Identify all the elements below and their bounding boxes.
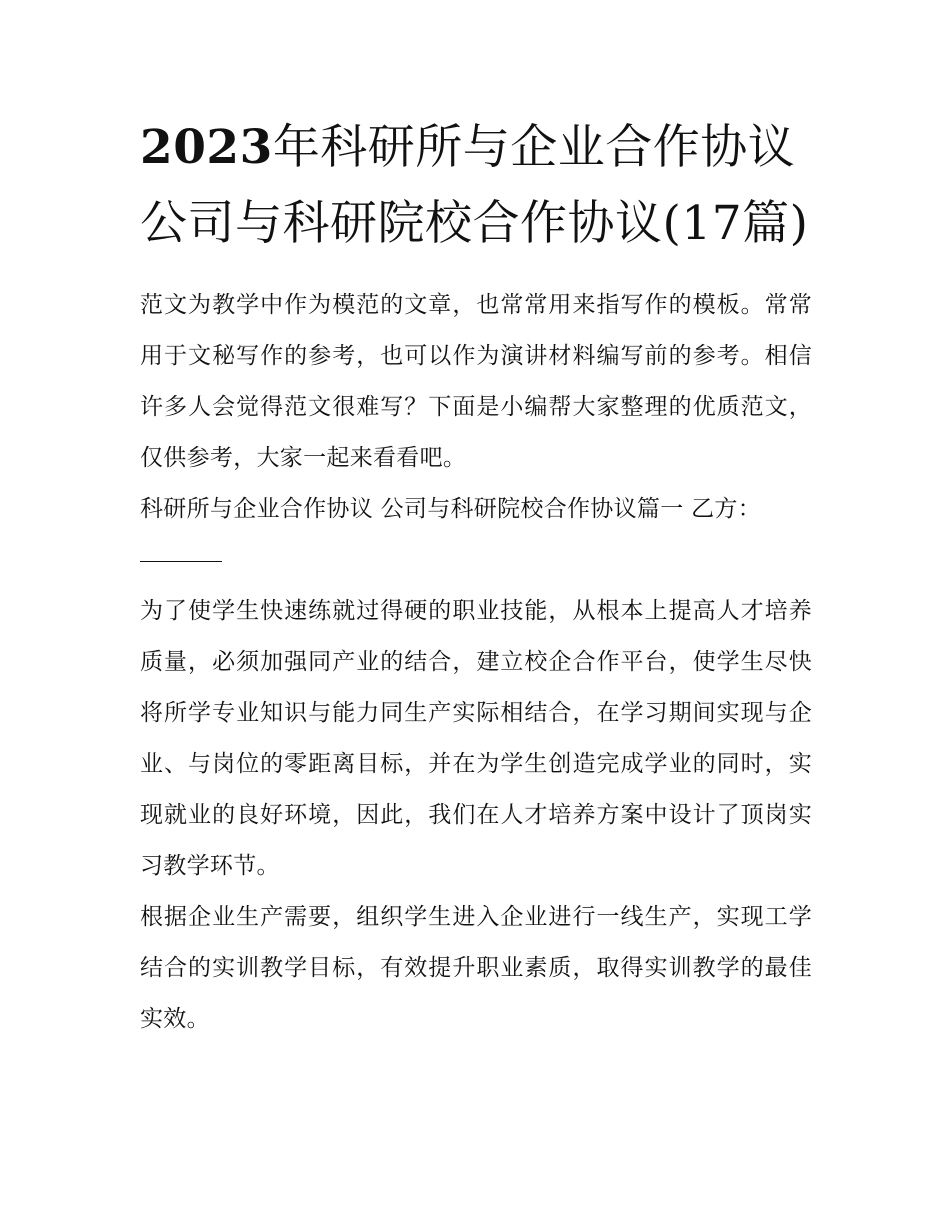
body-paragraph-1: 为了使学生快速练就过得硬的职业技能，从根本上提高人才培养质量，必须加强同产业的结合，建立校企合作平台，使学生尽快将所学专业知识与能力同生产实际相结合，在学习期间实现与企业、与岗位的零距离目标，并在为学生创造完成学业的同时，实现就业的良好环境，因此，我们在人才培养方案中设计了顶岗实习教学环节。 bbox=[140, 598, 812, 879]
document-title bbox=[140, 110, 812, 262]
blank-underline bbox=[140, 561, 222, 562]
body-paragraph-2: 根据企业生产需要，组织学生进入企业进行一线生产，实现工学结合的实训教学目标，有效提升职业素质，取得实训教学的最佳实效。 bbox=[140, 904, 812, 1032]
section-heading-line: 科研所与企业合作协议 公司与科研院校合作协议篇一 乙方： bbox=[140, 496, 762, 522]
title-year: 2023 bbox=[140, 120, 273, 175]
intro-paragraph: 范文为教学中作为模范的文章，也常常用来指写作的模板。常常用于文秘写作的参考，也可以作为演讲材料编写前的参考。相信许多人会觉得范文很难写？下面是小编帮大家整理的优质范文，仅供参考，大家一起来看看吧。 bbox=[140, 292, 812, 471]
fill-in-blank bbox=[140, 535, 812, 586]
title-text: 年科研所与企业合作协议公司与科研院校合作协议(17篇) bbox=[140, 120, 809, 251]
document-page bbox=[140, 110, 812, 1045]
